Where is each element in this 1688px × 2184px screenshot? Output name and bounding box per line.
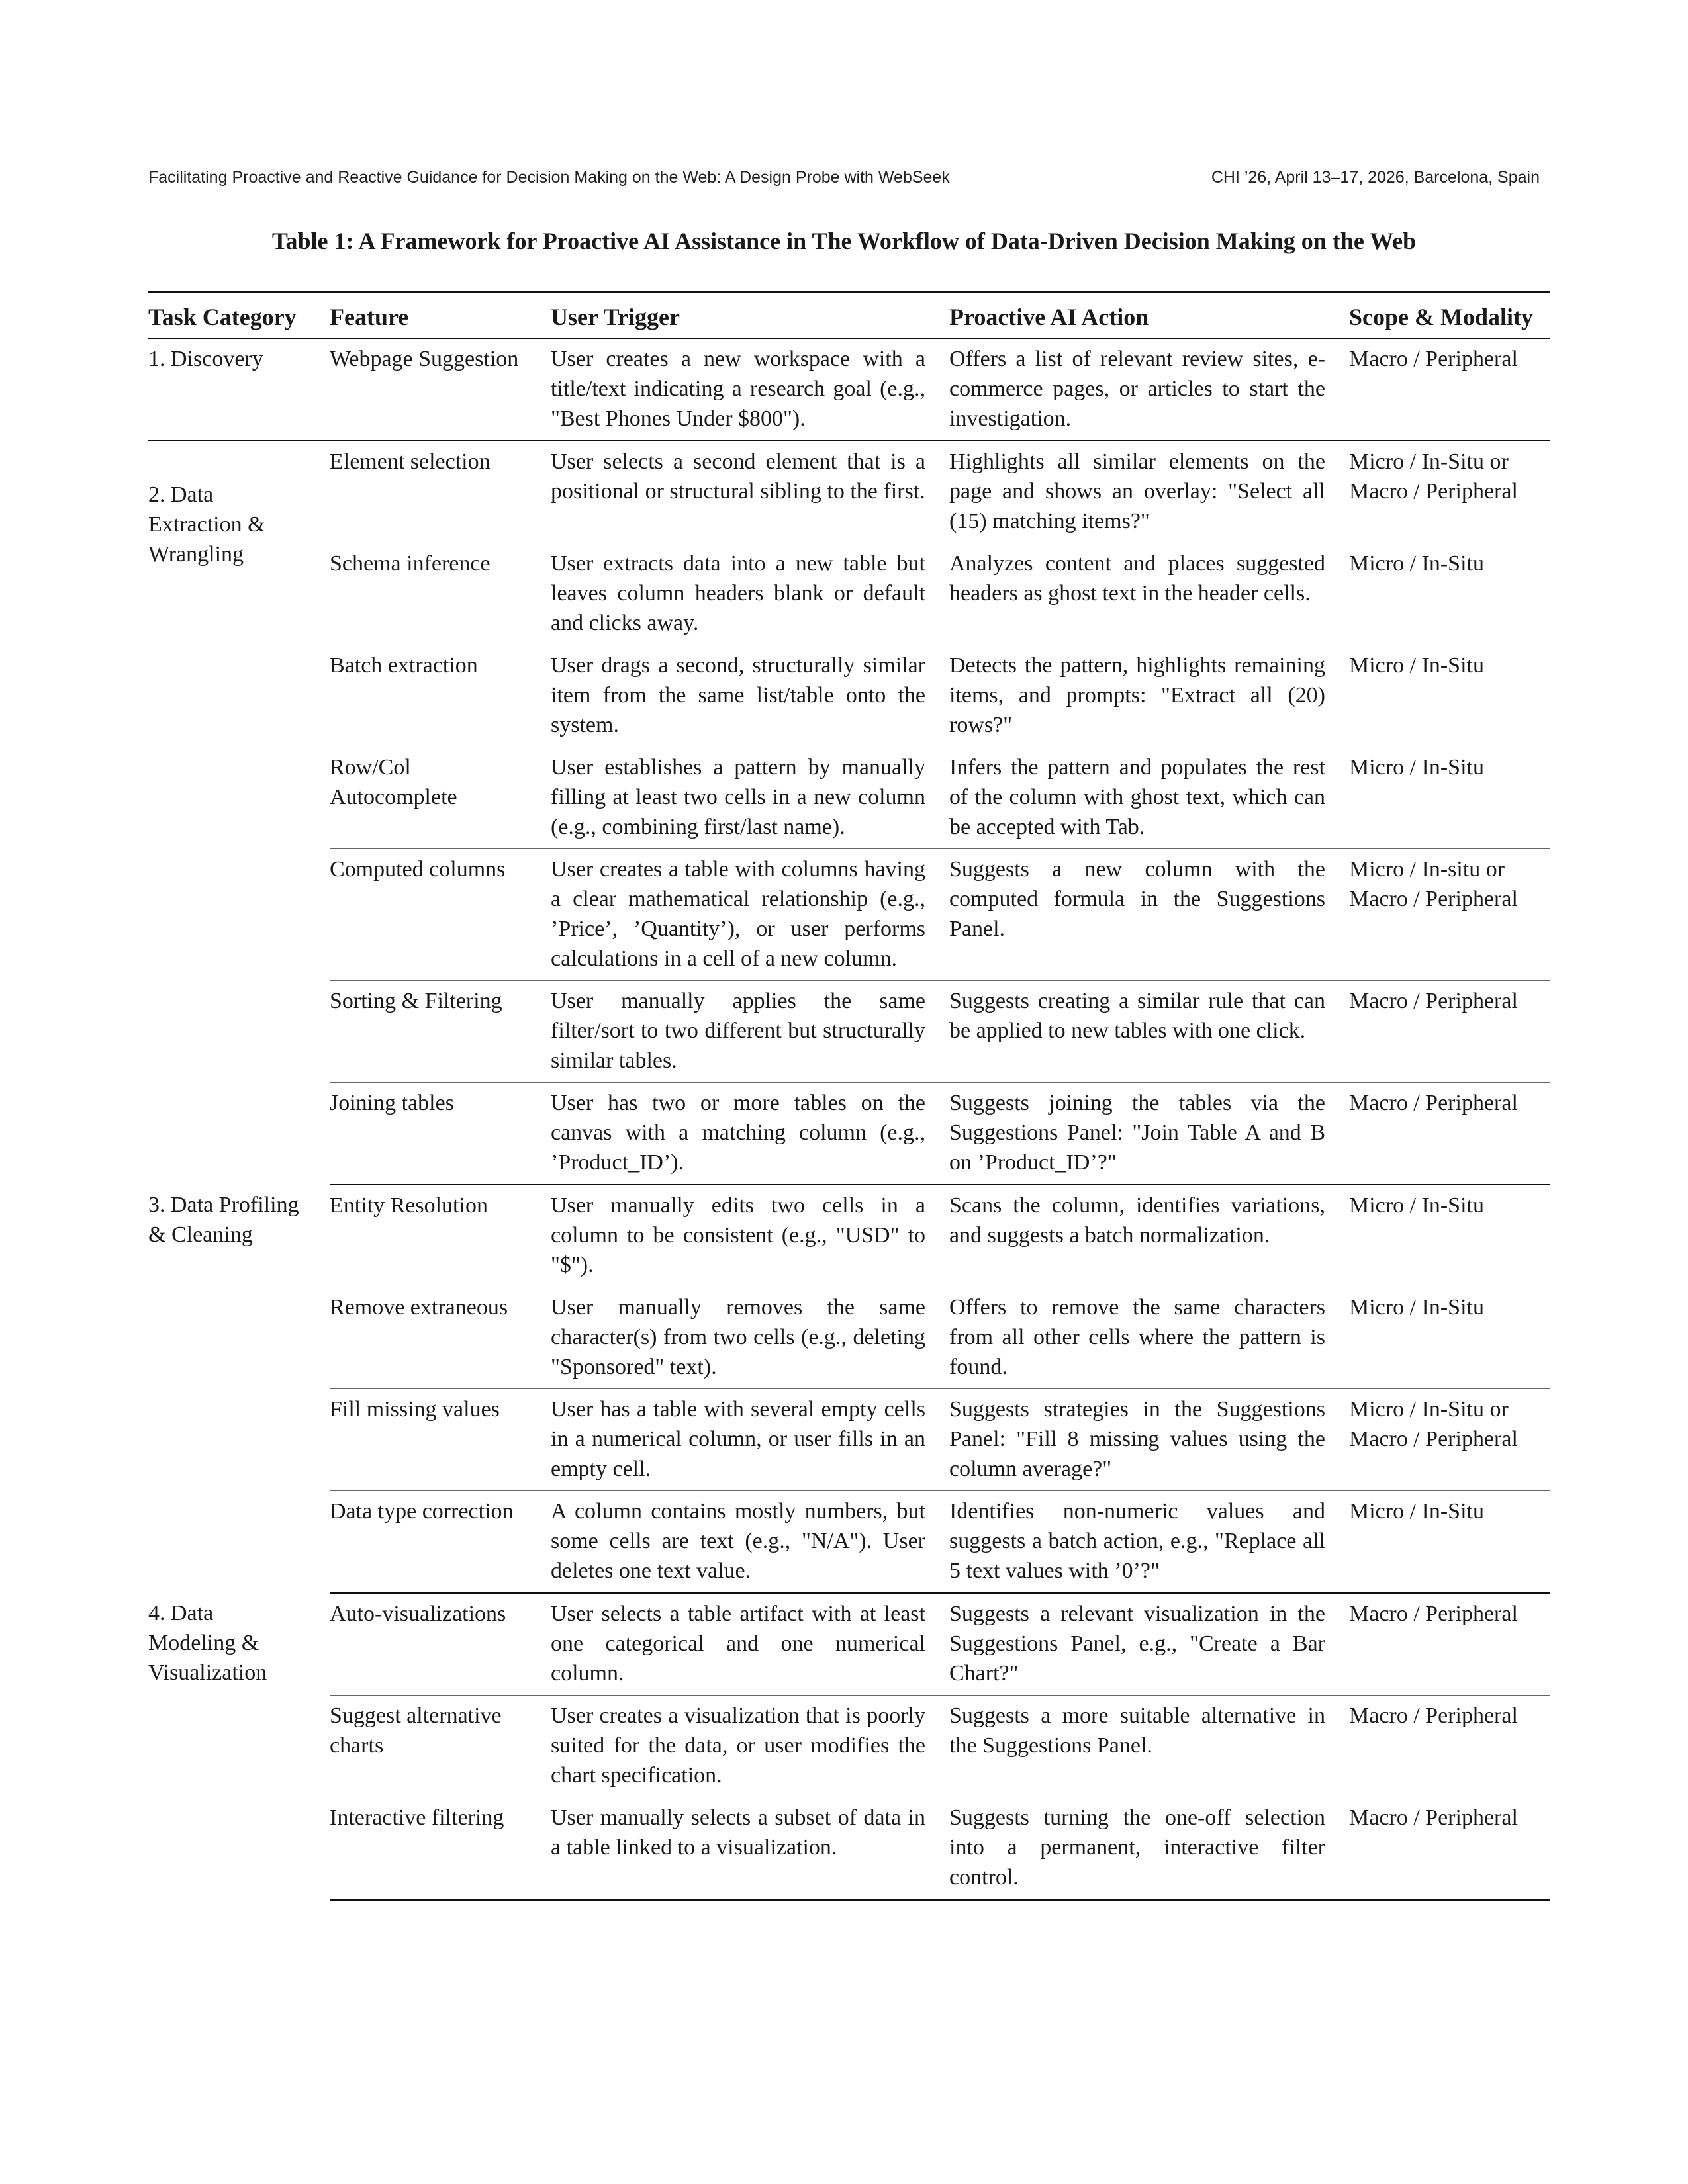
category-label: 2. Data Extraction & Wrangling (148, 482, 265, 567)
table-row (148, 1185, 1550, 1287)
table-row (148, 747, 1550, 849)
scope-text: Macro / Peripheral (1349, 1602, 1518, 1626)
action-cell (949, 1083, 1349, 1185)
trigger-cell (551, 1389, 949, 1491)
trigger-text: User drags a second, structurally similar item from the same list/table onto the system. (551, 653, 925, 737)
feature-cell (330, 747, 551, 849)
table-row (148, 338, 1550, 441)
category-cell (148, 338, 330, 441)
category-cell (148, 1185, 330, 1593)
table-row (148, 543, 1550, 645)
scope-text: Macro / Peripheral (1349, 989, 1518, 1013)
trigger-text: User extracts data into a new table but leaves column headers blank or default and clicks away. (551, 551, 925, 635)
scope-cell (1349, 1287, 1550, 1389)
action-cell (949, 747, 1349, 849)
action-text: Suggests strategies in the Suggestions Panel: "Fill 8 missing values using the column average?" (949, 1397, 1325, 1481)
feature-text: Batch extraction (330, 653, 478, 678)
action-cell (949, 1593, 1349, 1696)
table-row (148, 1287, 1550, 1389)
scope-cell (1349, 338, 1550, 441)
trigger-cell (551, 645, 949, 747)
feature-text: Webpage Suggestion (330, 347, 519, 371)
feature-text: Schema inference (330, 551, 491, 576)
trigger-cell (551, 1696, 949, 1797)
feature-cell (330, 441, 551, 543)
table-row (148, 1389, 1550, 1491)
trigger-cell (551, 1287, 949, 1389)
feature-text: Auto-visualizations (330, 1602, 506, 1626)
action-text: Scans the column, identifies variations, and suggests a batch normalization. (949, 1193, 1325, 1248)
feature-text: Entity Resolution (330, 1193, 488, 1218)
scope-text: Macro / Peripheral (1349, 1704, 1518, 1728)
action-cell (949, 1696, 1349, 1797)
scope-cell (1349, 849, 1550, 981)
table-row (148, 1797, 1550, 1900)
table-caption: Table 1: A Framework for Proactive AI Assistance in The Workflow of Data-Driven Decision Making on the Web (271, 228, 1417, 254)
table-header-row (148, 293, 1550, 339)
header-paper-title: Facilitating Proactive and Reactive Guidance for Decision Making on the Web: A Design Probe with WebSeek (148, 168, 950, 187)
trigger-text: A column contains mostly numbers, but some cells are text (e.g., "N/A"). User deletes one text value. (551, 1499, 925, 1583)
action-cell (949, 645, 1349, 747)
action-cell (949, 849, 1349, 981)
feature-cell (330, 1696, 551, 1797)
scope-cell (1349, 1491, 1550, 1594)
scope-cell (1349, 543, 1550, 645)
trigger-cell (551, 543, 949, 645)
feature-text: Interactive filtering (330, 1805, 504, 1830)
action-text: Suggests a new column with the computed formula in the Suggestions Panel. (949, 857, 1325, 941)
scope-cell (1349, 1083, 1550, 1185)
table-row (148, 849, 1550, 981)
scope-text: Micro / In-Situ (1349, 1193, 1484, 1218)
trigger-cell (551, 1083, 949, 1185)
category-label: 3. Data Profiling & Cleaning (148, 1193, 299, 1247)
scope-text: Micro / In-Situ or Macro / Peripheral (1349, 449, 1518, 504)
framework-table (148, 291, 1550, 1901)
trigger-cell (551, 849, 949, 981)
table-row (148, 1593, 1550, 1696)
action-cell (949, 441, 1349, 543)
trigger-text: User selects a second element that is a positional or structural sibling to the first. (551, 449, 925, 504)
column-header-proactive-ai-action: Proactive AI Action (949, 293, 1349, 339)
scope-cell (1349, 1185, 1550, 1287)
column-header-user-trigger: User Trigger (551, 293, 949, 339)
scope-text: Macro / Peripheral (1349, 1805, 1518, 1830)
action-cell (949, 1185, 1349, 1287)
action-cell (949, 1797, 1349, 1900)
action-text: Identifies non-numeric values and suggests a batch action, e.g., "Replace all 5 text values with ’0’?" (949, 1499, 1325, 1583)
scope-cell (1349, 645, 1550, 747)
feature-text: Suggest alternative charts (330, 1704, 502, 1758)
feature-cell (330, 1797, 551, 1900)
trigger-cell (551, 1491, 949, 1594)
scope-text: Micro / In-Situ (1349, 551, 1484, 576)
trigger-cell (551, 1593, 949, 1696)
action-text: Suggests turning the one-off selection into a permanent, interactive filter control. (949, 1805, 1325, 1889)
scope-text: Micro / In-situ or Macro / Peripheral (1349, 857, 1518, 911)
trigger-text: User has a table with several empty cells in a numerical column, or user fills in an empty cell. (551, 1397, 925, 1481)
trigger-text: User manually selects a subset of data in a table linked to a visualization. (551, 1805, 925, 1860)
trigger-text: User has two or more tables on the canvas with a matching column (e.g., ’Product_ID’). (551, 1091, 925, 1175)
scope-cell (1349, 1797, 1550, 1900)
trigger-text: User establishes a pattern by manually filling at least two cells in a new column (e.g., combining first/last name). (551, 755, 925, 839)
table-row (148, 1491, 1550, 1594)
scope-text: Macro / Peripheral (1349, 1091, 1518, 1115)
trigger-cell (551, 1797, 949, 1900)
action-text: Analyzes content and places suggested headers as ghost text in the header cells. (949, 551, 1325, 606)
scope-text: Micro / In-Situ (1349, 653, 1484, 678)
column-header-task-category: Task Category (148, 293, 330, 339)
table-row (148, 1083, 1550, 1185)
action-text: Suggests a more suitable alternative in the Suggestions Panel. (949, 1704, 1325, 1758)
action-text: Detects the pattern, highlights remaining items, and prompts: "Extract all (20) rows?" (949, 653, 1325, 737)
trigger-cell (551, 441, 949, 543)
feature-cell (330, 1083, 551, 1185)
category-cell (148, 1593, 330, 1900)
scope-text: Micro / In-Situ (1349, 1295, 1484, 1320)
action-cell (949, 981, 1349, 1083)
scope-cell (1349, 1593, 1550, 1696)
table-row (148, 441, 1550, 543)
trigger-text: User creates a new workspace with a title/text indicating a research goal (e.g., "Best Phones Under $800"). (551, 347, 925, 431)
feature-cell (330, 645, 551, 747)
trigger-cell (551, 1185, 949, 1287)
action-cell (949, 1491, 1349, 1594)
feature-text: Element selection (330, 449, 491, 474)
action-text: Offers to remove the same characters from all other cells where the pattern is found. (949, 1295, 1325, 1379)
feature-cell (330, 849, 551, 981)
feature-text: Sorting & Filtering (330, 989, 502, 1013)
action-text: Suggests creating a similar rule that can be applied to new tables with one click. (949, 989, 1325, 1043)
feature-cell (330, 338, 551, 441)
feature-text: Remove extraneous (330, 1295, 508, 1320)
action-text: Suggests a relevant visualization in the Suggestions Panel, e.g., "Create a Bar Chart?" (949, 1602, 1325, 1686)
feature-cell (330, 1185, 551, 1287)
scope-text: Micro / In-Situ (1349, 1499, 1484, 1524)
scope-cell (1349, 981, 1550, 1083)
scope-cell (1349, 1389, 1550, 1491)
action-text: Suggests joining the tables via the Suggestions Panel: "Join Table A and B on ’Product_ID’?" (949, 1091, 1325, 1175)
feature-cell (330, 1287, 551, 1389)
action-cell (949, 338, 1349, 441)
action-text: Infers the pattern and populates the rest of the column with ghost text, which can be accepted with Tab. (949, 755, 1325, 839)
trigger-text: User selects a table artifact with at least one categorical and one numerical column. (551, 1602, 925, 1686)
feature-text: Fill missing values (330, 1397, 500, 1422)
scope-text: Macro / Peripheral (1349, 347, 1518, 371)
trigger-cell (551, 747, 949, 849)
action-text: Highlights all similar elements on the page and shows an overlay: "Select all (15) matching items?" (949, 449, 1325, 533)
action-cell (949, 1389, 1349, 1491)
category-cell (148, 441, 330, 1185)
table-row (148, 981, 1550, 1083)
column-header-feature: Feature (330, 293, 551, 339)
scope-text: Micro / In-Situ or Macro / Peripheral (1349, 1397, 1518, 1451)
feature-cell (330, 981, 551, 1083)
feature-cell (330, 543, 551, 645)
header-venue: CHI ’26, April 13–17, 2026, Barcelona, Spain (1211, 168, 1540, 187)
table-row (148, 1696, 1550, 1797)
trigger-text: User creates a visualization that is poorly suited for the data, or user modifies the chart specification. (551, 1704, 925, 1788)
action-cell (949, 1287, 1349, 1389)
feature-cell (330, 1593, 551, 1696)
column-header-scope-modality: Scope & Modality (1349, 293, 1550, 339)
feature-cell (330, 1491, 551, 1594)
category-label: 1. Discovery (148, 347, 263, 371)
action-text: Offers a list of relevant review sites, e-commerce pages, or articles to start the investigation. (949, 347, 1325, 431)
category-label: 4. Data Modeling & Visualization (148, 1601, 267, 1685)
feature-text: Row/Col Autocomplete (330, 755, 457, 809)
action-cell (949, 543, 1349, 645)
scope-cell (1349, 747, 1550, 849)
feature-cell (330, 1389, 551, 1491)
trigger-text: User manually applies the same filter/sort to two different but structurally similar tables. (551, 989, 925, 1073)
table-row (148, 645, 1550, 747)
scope-cell (1349, 441, 1550, 543)
feature-text: Joining tables (330, 1091, 454, 1115)
trigger-text: User manually removes the same character(s) from two cells (e.g., deleting "Sponsored" text). (551, 1295, 925, 1379)
scope-text: Micro / In-Situ (1349, 755, 1484, 780)
trigger-cell (551, 981, 949, 1083)
scope-cell (1349, 1696, 1550, 1797)
trigger-text: User creates a table with columns having a clear mathematical relationship (e.g., ’Price’, ’Quantity’), or user performs calculations in a cell of a new column. (551, 857, 925, 971)
feature-text: Computed columns (330, 857, 506, 882)
trigger-text: User manually edits two cells in a column to be consistent (e.g., "USD" to "$"). (551, 1193, 925, 1277)
feature-text: Data type correction (330, 1499, 514, 1524)
trigger-cell (551, 338, 949, 441)
running-header (148, 168, 1540, 187)
